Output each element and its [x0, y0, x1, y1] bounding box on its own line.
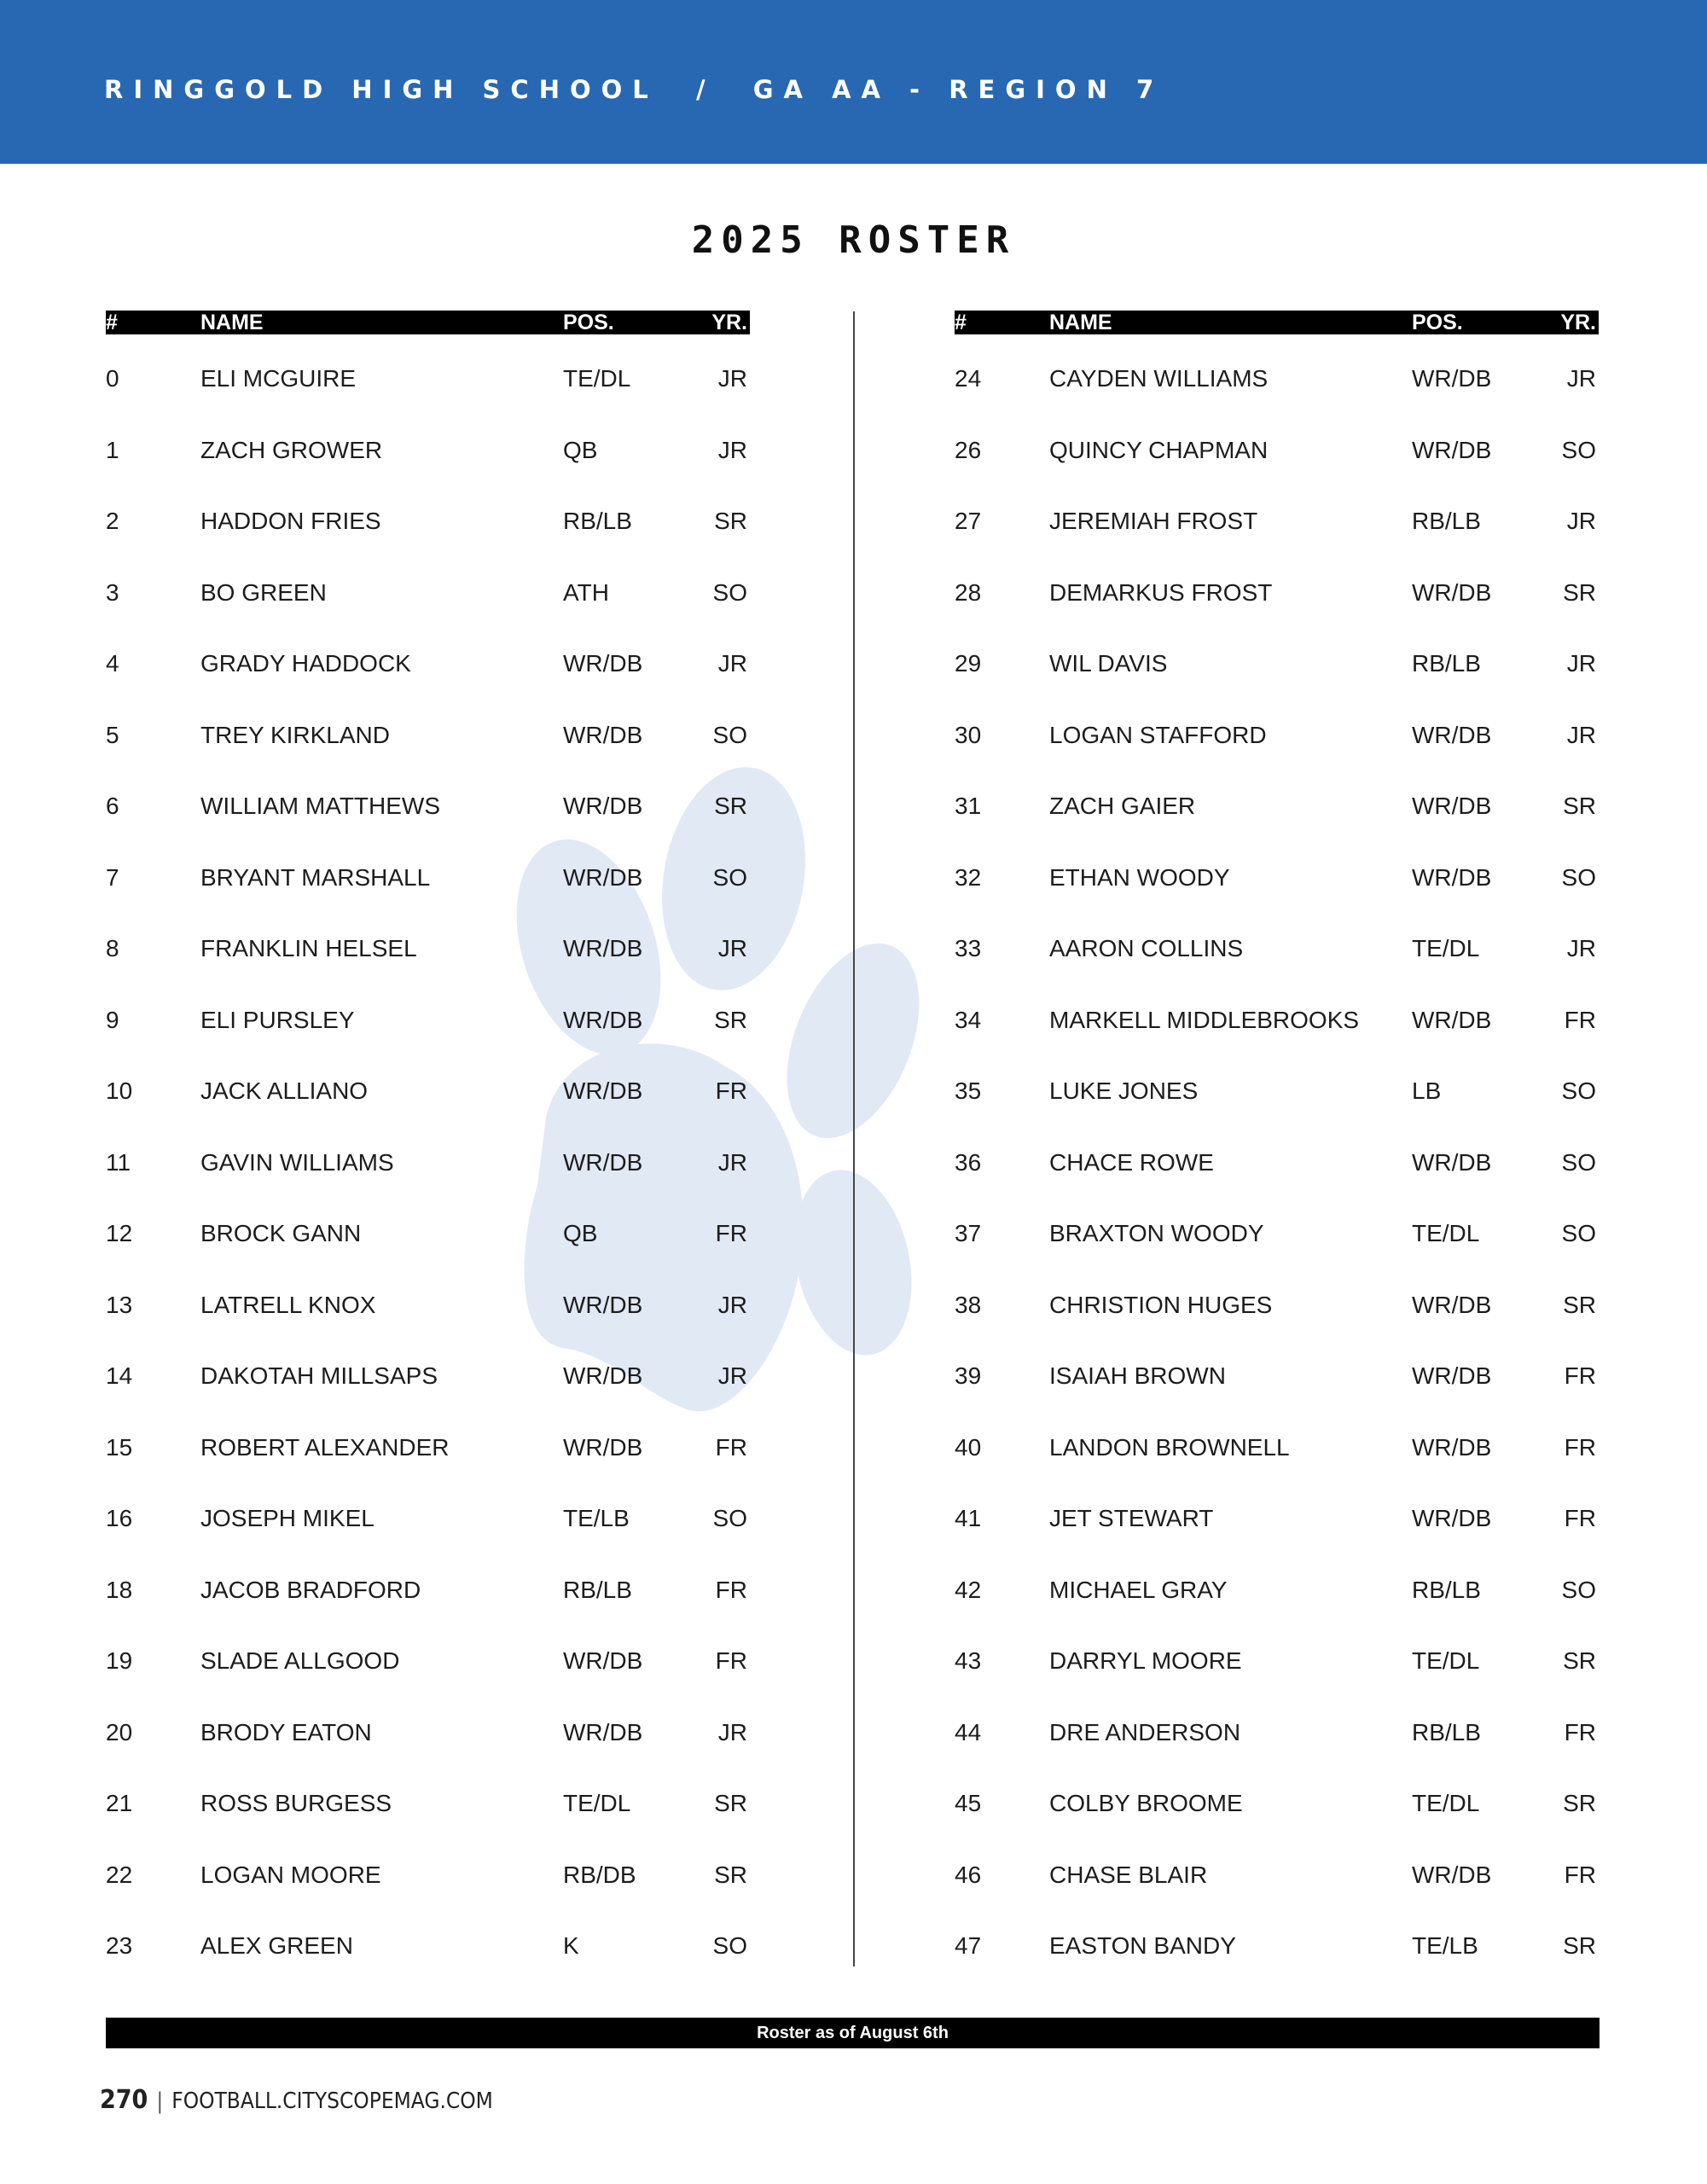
- table-row: [106, 433, 750, 505]
- player-name: ROSS BURGESS: [200, 1790, 392, 1816]
- player-year: SO: [712, 1505, 747, 1531]
- player-name: DAKOTAH MILLSAPS: [200, 1362, 438, 1389]
- player-number: 19: [106, 1647, 133, 1674]
- player-name: JACK ALLIANO: [200, 1077, 369, 1104]
- player-number: 30: [955, 721, 982, 748]
- player-name: BO GREEN: [200, 578, 327, 606]
- player-year: SO: [1561, 436, 1596, 463]
- player-number: 47: [955, 1932, 982, 1959]
- player-position: QB: [563, 436, 598, 463]
- table-row: [955, 1716, 1599, 1787]
- table-row: [955, 504, 1599, 576]
- roster-table-right: [955, 311, 1599, 1959]
- header-number: #: [955, 311, 967, 334]
- player-position: WR/DB: [563, 1647, 643, 1674]
- player-position: RB/LB: [1412, 1576, 1481, 1603]
- table-row: [955, 1288, 1599, 1360]
- player-name: LOGAN STAFFORD: [1049, 721, 1267, 748]
- player-year: JR: [717, 1291, 747, 1318]
- player-number: 24: [955, 365, 982, 392]
- player-year: JR: [1566, 508, 1596, 534]
- table-row: [106, 1858, 750, 1930]
- player-position: WR/DB: [563, 1433, 643, 1461]
- player-name: DEMARKUS FROST: [1049, 578, 1273, 606]
- table-row: [106, 1644, 750, 1716]
- player-name: JEREMIAH FROST: [1049, 508, 1258, 534]
- player-position: RB/DB: [563, 1861, 636, 1888]
- page-title: 2025 ROSTER: [691, 218, 1016, 262]
- player-number: 4: [106, 650, 119, 677]
- player-year: JR: [1566, 721, 1596, 748]
- header-bar: [0, 0, 1707, 164]
- table-row: [106, 718, 750, 790]
- table-row: [106, 1003, 750, 1075]
- table-row: [955, 932, 1599, 1003]
- player-year: JR: [717, 436, 747, 463]
- player-year: JR: [717, 1362, 747, 1389]
- table-row: [955, 718, 1599, 790]
- table-row: [106, 362, 750, 433]
- player-number: 5: [106, 721, 119, 748]
- player-name: LUKE JONES: [1049, 1077, 1199, 1104]
- player-position: TE/DL: [1412, 935, 1480, 961]
- header-year: YR.: [711, 311, 747, 334]
- player-position: RB/LB: [1412, 650, 1481, 677]
- player-position: RB/LB: [563, 508, 632, 534]
- player-name: BROCK GANN: [200, 1220, 362, 1246]
- player-position: WR/DB: [563, 935, 643, 961]
- player-name: CAYDEN WILLIAMS: [1049, 365, 1269, 392]
- player-name: JET STEWART: [1049, 1505, 1214, 1531]
- player-position: TE/DL: [1412, 1220, 1480, 1246]
- footer-separator: |: [156, 2088, 164, 2114]
- player-number: 44: [955, 1718, 982, 1745]
- player-number: 21: [106, 1790, 133, 1816]
- player-name: JOSEPH MIKEL: [200, 1505, 374, 1531]
- player-number: 27: [955, 508, 982, 534]
- table-row: [955, 1502, 1599, 1573]
- table-header: [955, 311, 1599, 334]
- table-row: [955, 647, 1599, 718]
- player-position: WR/DB: [1412, 863, 1492, 891]
- table-row: [955, 1858, 1599, 1930]
- player-position: WR/DB: [563, 1718, 643, 1745]
- player-number: 10: [106, 1077, 133, 1104]
- rows-right: [955, 362, 1599, 2001]
- player-position: TE/DL: [1412, 1647, 1480, 1674]
- player-number: 3: [106, 578, 119, 606]
- table-row: [955, 362, 1599, 433]
- player-year: JR: [717, 650, 747, 677]
- player-name: MARKELL MIDDLEBROOKS: [1049, 1006, 1360, 1033]
- player-number: 32: [955, 863, 982, 891]
- player-position: WR/DB: [1412, 436, 1492, 463]
- player-year: SO: [1561, 1220, 1596, 1246]
- player-position: WR/DB: [563, 1006, 643, 1033]
- player-number: 20: [106, 1718, 133, 1745]
- player-position: QB: [563, 1220, 598, 1246]
- player-name: BRYANT MARSHALL: [200, 863, 431, 891]
- header-position: POS.: [563, 311, 614, 334]
- player-year: JR: [717, 935, 747, 961]
- player-position: WR/DB: [1412, 1148, 1492, 1176]
- player-year: FR: [1564, 1433, 1596, 1461]
- table-row: [106, 1359, 750, 1431]
- player-year: SO: [1561, 1148, 1596, 1176]
- player-position: TE/LB: [1412, 1932, 1478, 1959]
- player-position: TE/DL: [1412, 1790, 1480, 1816]
- player-number: 11: [106, 1148, 131, 1176]
- player-number: 0: [106, 365, 119, 392]
- player-name: ETHAN WOODY: [1049, 863, 1230, 891]
- footer-website: FOOTBALL.CITYSCOPEMAG.COM: [171, 2088, 493, 2114]
- player-year: SO: [712, 578, 747, 606]
- player-position: WR/DB: [563, 1362, 643, 1389]
- player-name: AARON COLLINS: [1049, 935, 1244, 961]
- table-row: [955, 861, 1599, 932]
- player-position: WR/DB: [1412, 1505, 1492, 1531]
- table-row: [955, 1431, 1599, 1502]
- player-number: 2: [106, 508, 119, 534]
- player-number: 12: [106, 1220, 133, 1246]
- table-row: [106, 647, 750, 718]
- player-number: 28: [955, 578, 982, 606]
- player-position: WR/DB: [563, 1148, 643, 1176]
- player-year: SR: [1563, 1932, 1596, 1959]
- table-row: [955, 1644, 1599, 1716]
- player-year: JR: [1566, 365, 1596, 392]
- player-year: SR: [1563, 1291, 1596, 1318]
- rows-left: [106, 362, 750, 2001]
- player-number: 29: [955, 650, 982, 677]
- table-row: [955, 789, 1599, 861]
- player-position: WR/DB: [563, 650, 643, 677]
- header-position: POS.: [1412, 311, 1463, 334]
- player-number: 22: [106, 1861, 133, 1888]
- player-number: 40: [955, 1433, 982, 1461]
- table-row: [955, 1786, 1599, 1858]
- player-name: ROBERT ALEXANDER: [200, 1433, 450, 1461]
- player-name: CHASE BLAIR: [1049, 1861, 1208, 1888]
- player-number: 41: [955, 1505, 982, 1531]
- player-name: SLADE ALLGOOD: [200, 1647, 400, 1674]
- player-number: 34: [955, 1006, 982, 1033]
- player-name: LATRELL KNOX: [200, 1291, 376, 1318]
- player-year: SO: [1561, 863, 1596, 891]
- player-position: WR/DB: [1412, 793, 1492, 819]
- table-row: [106, 1786, 750, 1858]
- player-year: SR: [1563, 1647, 1596, 1674]
- table-row: [955, 1003, 1599, 1075]
- header-name: NAME: [200, 311, 264, 334]
- player-year: SR: [714, 793, 747, 819]
- header-year: YR.: [1560, 311, 1596, 334]
- player-name: GAVIN WILLIAMS: [200, 1148, 394, 1176]
- player-year: FR: [1564, 1718, 1596, 1745]
- player-year: JR: [717, 1148, 747, 1176]
- player-number: 1: [106, 436, 119, 463]
- table-row: [106, 1074, 750, 1146]
- player-year: JR: [717, 1718, 747, 1745]
- player-number: 6: [106, 793, 119, 819]
- player-number: 7: [106, 863, 119, 891]
- player-year: SO: [1561, 1077, 1596, 1104]
- table-row: [955, 1359, 1599, 1431]
- player-number: 39: [955, 1362, 982, 1389]
- player-year: FR: [715, 1220, 747, 1246]
- player-year: SR: [714, 1790, 747, 1816]
- player-number: 15: [106, 1433, 133, 1461]
- header-number: #: [106, 311, 118, 334]
- player-position: WR/DB: [1412, 578, 1492, 606]
- player-position: RB/LB: [1412, 508, 1481, 534]
- table-row: [955, 1217, 1599, 1288]
- table-row: [106, 1929, 750, 2001]
- player-year: SO: [712, 863, 747, 891]
- player-number: 35: [955, 1077, 982, 1104]
- table-row: [106, 1502, 750, 1573]
- player-year: SO: [712, 721, 747, 748]
- table-row: [955, 1929, 1599, 2001]
- player-year: FR: [1564, 1006, 1596, 1033]
- player-position: TE/LB: [563, 1505, 630, 1531]
- player-name: BRODY EATON: [200, 1718, 372, 1745]
- player-name: LANDON BROWNELL: [1049, 1433, 1290, 1461]
- page-number: 270: [100, 2085, 148, 2115]
- player-number: 43: [955, 1647, 982, 1674]
- player-position: K: [563, 1932, 579, 1959]
- player-name: JACOB BRADFORD: [200, 1576, 421, 1603]
- table-row: [106, 1288, 750, 1360]
- player-name: WILLIAM MATTHEWS: [200, 793, 441, 819]
- player-number: 31: [955, 793, 982, 819]
- player-position: TE/DL: [563, 365, 631, 392]
- player-year: SR: [714, 1006, 747, 1033]
- table-row: [106, 1146, 750, 1217]
- player-name: ELI PURSLEY: [200, 1006, 355, 1033]
- player-position: TE/DL: [563, 1790, 631, 1816]
- table-header: [106, 311, 750, 334]
- player-number: 36: [955, 1148, 982, 1176]
- table-row: [955, 1146, 1599, 1217]
- player-number: 45: [955, 1790, 982, 1816]
- player-name: WIL DAVIS: [1049, 650, 1168, 677]
- player-number: 38: [955, 1291, 982, 1318]
- column-divider: [853, 311, 855, 1966]
- player-year: SR: [714, 1861, 747, 1888]
- page-footer: [100, 2085, 493, 2115]
- table-row: [106, 1716, 750, 1787]
- player-year: FR: [715, 1647, 747, 1674]
- player-number: 8: [106, 935, 119, 961]
- player-position: WR/DB: [563, 1291, 643, 1318]
- player-position: WR/DB: [563, 863, 643, 891]
- player-name: FRANKLIN HELSEL: [200, 935, 417, 961]
- player-position: WR/DB: [1412, 1006, 1492, 1033]
- player-name: DARRYL MOORE: [1049, 1647, 1242, 1674]
- player-name: ZACH GROWER: [200, 436, 383, 463]
- player-number: 26: [955, 436, 982, 463]
- player-year: FR: [715, 1576, 747, 1603]
- roster-date-note: Roster as of August 6th: [106, 2018, 1600, 2048]
- player-number: 18: [106, 1576, 133, 1603]
- player-name: ZACH GAIER: [1049, 793, 1196, 819]
- table-row: [106, 789, 750, 861]
- player-year: JR: [1566, 935, 1596, 961]
- player-number: 13: [106, 1291, 133, 1318]
- player-position: RB/LB: [1412, 1718, 1481, 1745]
- player-position: WR/DB: [563, 1077, 643, 1104]
- player-year: FR: [1564, 1505, 1596, 1531]
- player-name: TREY KIRKLAND: [200, 721, 390, 748]
- table-row: [106, 1573, 750, 1645]
- roster-table-left: [106, 311, 750, 1959]
- player-number: 37: [955, 1220, 982, 1246]
- player-name: ALEX GREEN: [200, 1932, 353, 1959]
- player-number: 9: [106, 1006, 119, 1033]
- player-number: 23: [106, 1932, 133, 1959]
- player-year: FR: [715, 1077, 747, 1104]
- player-position: RB/LB: [563, 1576, 632, 1603]
- player-number: 16: [106, 1505, 133, 1531]
- player-name: CHRISTION HUGES: [1049, 1291, 1273, 1318]
- player-position: WR/DB: [563, 721, 643, 748]
- player-year: SR: [1563, 793, 1596, 819]
- player-year: SR: [1563, 1790, 1596, 1816]
- player-name: DRE ANDERSON: [1049, 1718, 1241, 1745]
- player-year: FR: [1564, 1362, 1596, 1389]
- player-name: LOGAN MOORE: [200, 1861, 381, 1888]
- player-year: JR: [1566, 650, 1596, 677]
- table-row: [955, 576, 1599, 648]
- player-name: ELI MCGUIRE: [200, 365, 357, 392]
- player-name: BRAXTON WOODY: [1049, 1220, 1264, 1246]
- player-name: EASTON BANDY: [1049, 1932, 1236, 1959]
- header-title: RINGGOLD HIGH SCHOOL / GA AA - REGION 7: [104, 75, 1164, 104]
- player-number: 33: [955, 935, 982, 961]
- player-year: FR: [715, 1433, 747, 1461]
- player-position: WR/DB: [1412, 1861, 1492, 1888]
- player-number: 14: [106, 1362, 133, 1389]
- player-name: QUINCY CHAPMAN: [1049, 436, 1269, 463]
- player-year: FR: [1564, 1861, 1596, 1888]
- player-position: WR/DB: [1412, 1291, 1492, 1318]
- player-year: JR: [717, 365, 747, 392]
- player-name: GRADY HADDOCK: [200, 650, 411, 677]
- player-name: COLBY BROOME: [1049, 1790, 1243, 1816]
- player-name: CHACE ROWE: [1049, 1148, 1214, 1176]
- player-name: HADDON FRIES: [200, 508, 381, 534]
- table-row: [955, 1074, 1599, 1146]
- table-row: [106, 1431, 750, 1502]
- player-year: SR: [714, 508, 747, 534]
- player-number: 42: [955, 1576, 982, 1603]
- table-row: [955, 433, 1599, 505]
- table-row: [106, 504, 750, 576]
- player-position: LB: [1412, 1077, 1442, 1104]
- player-year: SO: [1561, 1576, 1596, 1603]
- player-number: 46: [955, 1861, 982, 1888]
- table-row: [106, 932, 750, 1003]
- table-row: [106, 1217, 750, 1288]
- player-position: ATH: [563, 578, 609, 606]
- player-position: WR/DB: [563, 793, 643, 819]
- player-name: MICHAEL GRAY: [1049, 1576, 1228, 1603]
- player-name: ISAIAH BROWN: [1049, 1362, 1226, 1389]
- player-position: WR/DB: [1412, 1433, 1492, 1461]
- player-year: SO: [712, 1932, 747, 1959]
- player-position: WR/DB: [1412, 365, 1492, 392]
- player-position: WR/DB: [1412, 1362, 1492, 1389]
- table-row: [106, 861, 750, 932]
- player-position: WR/DB: [1412, 721, 1492, 748]
- player-year: SR: [1563, 578, 1596, 606]
- header-name: NAME: [1049, 311, 1112, 334]
- table-row: [955, 1573, 1599, 1645]
- table-row: [106, 576, 750, 648]
